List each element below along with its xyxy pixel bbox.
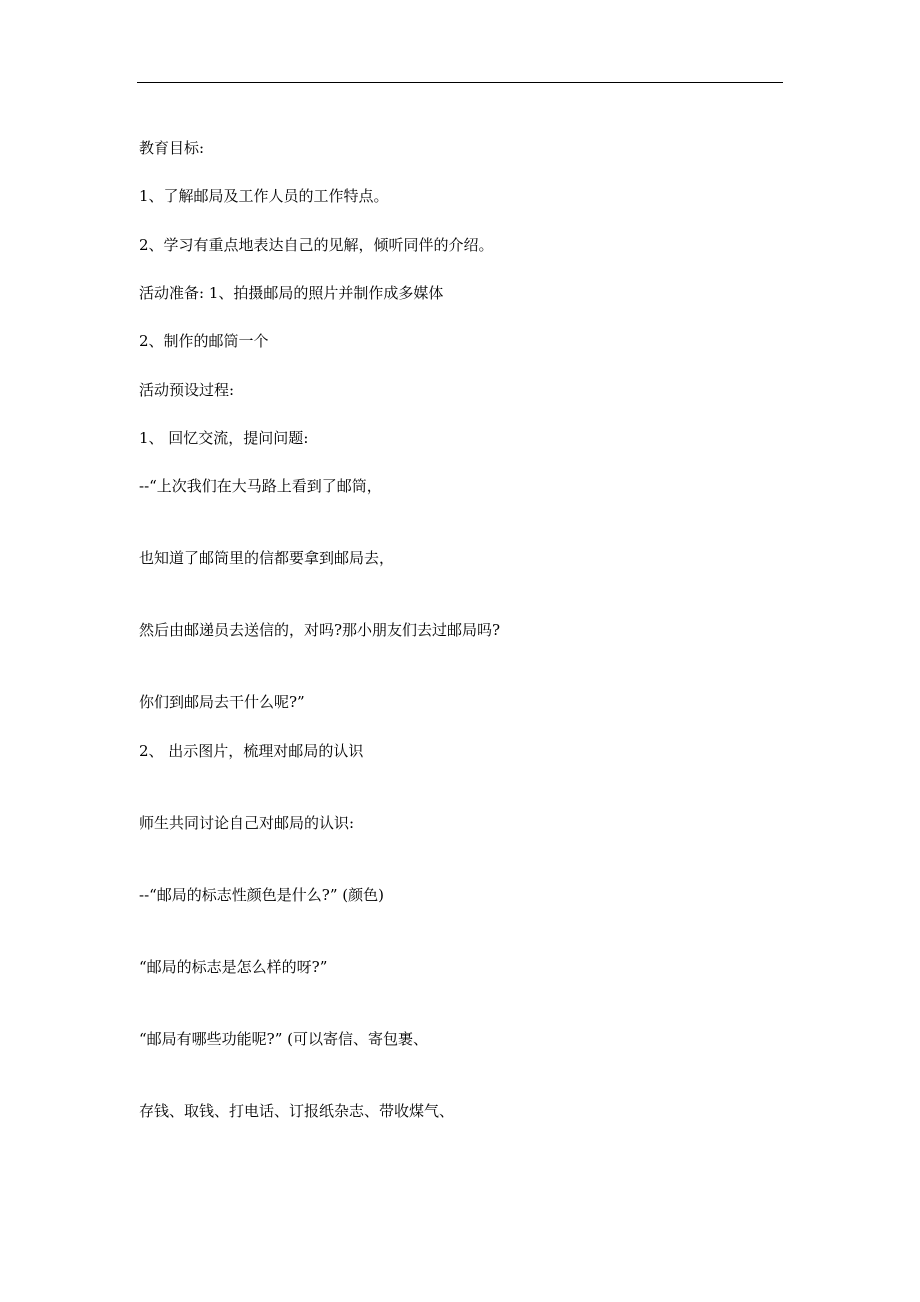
section-heading-process: 活动预设过程:	[139, 381, 235, 399]
text-line: 存钱、取钱、打电话、订报纸杂志、带收煤气、	[139, 1102, 455, 1120]
text-line: 2、学习有重点地表达自己的见解，倾听同伴的介绍。	[139, 236, 494, 254]
text-line: --“上次我们在大马路上看到了邮筒，	[139, 477, 382, 495]
section-heading-preparation: 活动准备: 1、拍摄邮局的照片并制作成多媒体	[139, 284, 444, 302]
text-line: “邮局的标志是怎么样的呀?”	[139, 958, 328, 976]
text-line: 师生共同讨论自己对邮局的认识:	[139, 814, 355, 832]
text-line: 1、了解邮局及工作人员的工作特点。	[139, 187, 389, 205]
text-line: 2、 出示图片，梳理对邮局的认识	[139, 742, 364, 760]
text-line: --“邮局的标志性颜色是什么?” (颜色)	[139, 886, 384, 904]
text-line: 然后由邮递员去送信的，对吗?那小朋友们去过邮局吗?	[139, 621, 501, 639]
header-rule	[137, 82, 783, 83]
text-line: 1、 回忆交流，提问问题:	[139, 429, 309, 447]
text-line: “邮局有哪些功能呢?” (可以寄信、寄包裹、	[139, 1030, 429, 1048]
section-heading-goals: 教育目标:	[139, 139, 205, 157]
text-line: 你们到邮局去干什么呢?”	[139, 693, 305, 711]
text-line: 也知道了邮筒里的信都要拿到邮局去，	[139, 549, 395, 567]
text-line: 2、制作的邮筒一个	[139, 332, 269, 350]
